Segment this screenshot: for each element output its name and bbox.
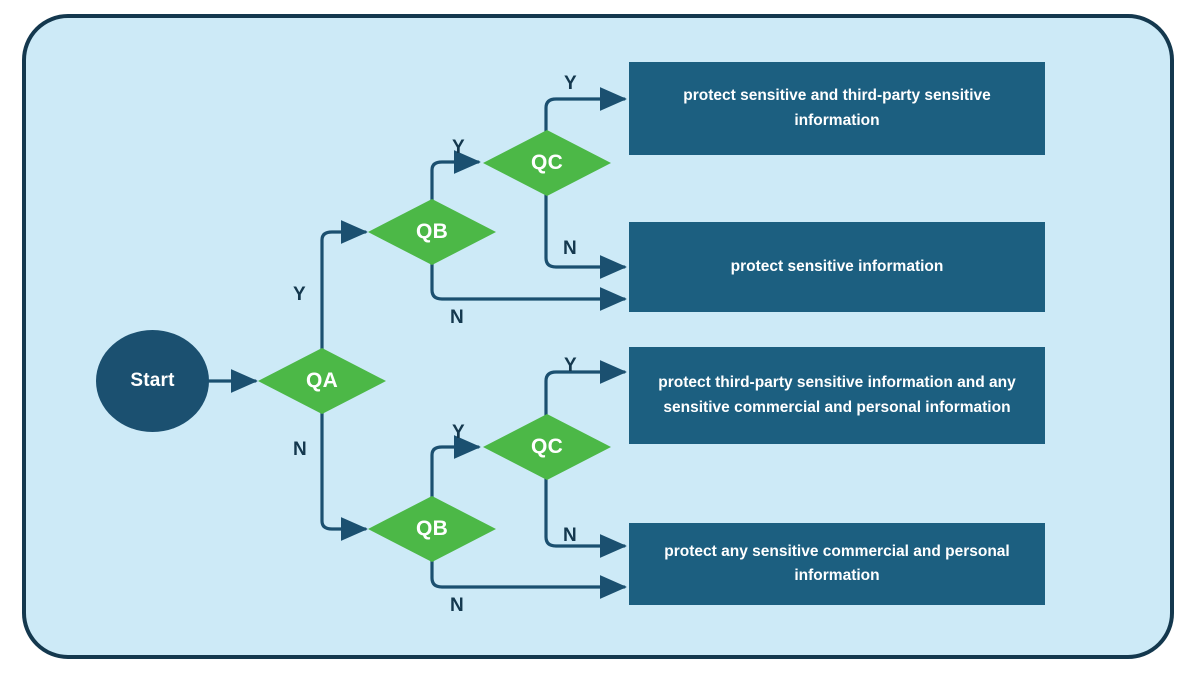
outcome-box-4[interactable] — [629, 523, 1045, 605]
decision-qc-top[interactable] — [483, 130, 611, 196]
edge-label-qc-bottom-yes: Y — [564, 355, 577, 376]
edge-label-qa-no: N — [293, 439, 307, 460]
decision-qb-top-label: QB — [415, 220, 449, 243]
edge-label-qc-top-yes: Y — [564, 73, 577, 94]
decision-qc-top-label: QC — [530, 151, 564, 174]
edge-label-qb-top-no: N — [450, 307, 464, 328]
edge-qa-yes — [322, 232, 365, 357]
outcome-2-text: protect sensitive information — [730, 257, 944, 275]
edge-label-qa-yes: Y — [293, 284, 306, 305]
decision-qb-bottom-label: QB — [415, 517, 449, 540]
decision-qa[interactable] — [258, 348, 386, 414]
outcome-box-3[interactable] — [629, 347, 1045, 444]
edge-label-qc-top-no: N — [563, 238, 577, 259]
outcome-4-text: protect any sensitive commercial and personal information — [664, 542, 1010, 584]
decision-qc-bottom-label: QC — [530, 435, 564, 458]
decision-qb-bottom[interactable] — [368, 496, 496, 562]
edge-label-qc-bottom-no: N — [563, 525, 577, 546]
start-node[interactable] — [96, 330, 209, 432]
edge-qc-top-no — [546, 186, 624, 267]
decision-qa-label: QA — [305, 369, 339, 392]
edge-qc-bottom-no — [546, 470, 624, 546]
edge-label-qb-bottom-yes: Y — [452, 422, 465, 443]
decision-qc-bottom[interactable] — [483, 414, 611, 480]
edge-label-qb-bottom-no: N — [450, 595, 464, 616]
edge-qa-no — [322, 405, 365, 529]
outcome-box-1[interactable] — [629, 62, 1045, 155]
outcome-box-2[interactable] — [629, 222, 1045, 312]
outcome-3-text: protect third-party sensitive information and any sensitive commercial and personal information — [658, 374, 1016, 416]
outcome-1-text: protect sensitive and third-party sensitive information — [683, 87, 991, 129]
edge-label-qb-top-yes: Y — [452, 137, 465, 158]
start-label: Start — [130, 370, 175, 391]
decision-qb-top[interactable] — [368, 199, 496, 265]
